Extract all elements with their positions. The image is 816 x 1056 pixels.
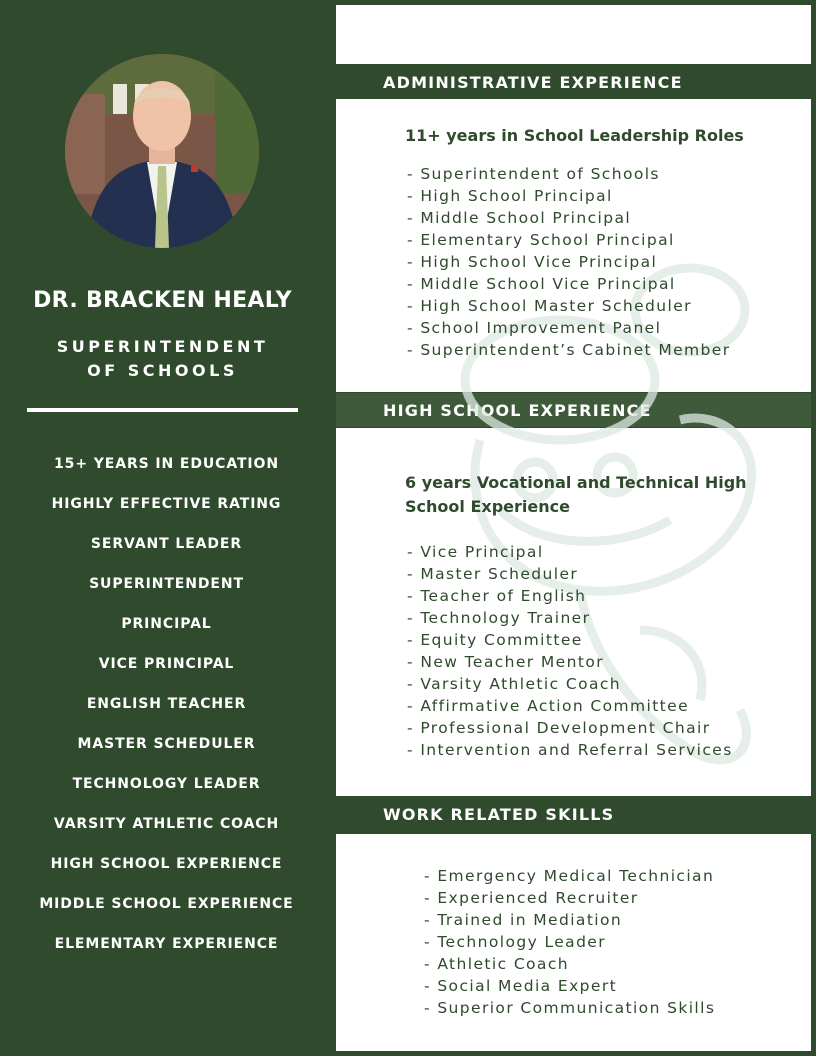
highschool-subheading-line2: School Experience (405, 497, 570, 516)
highlight-item: ELEMENTARY EXPERIENCE (54, 936, 279, 952)
highlight-item: VARSITY ATHLETIC COACH (53, 816, 280, 832)
highlight-item: HIGH SCHOOL EXPERIENCE (50, 856, 283, 872)
list-item: - Intervention and Referral Services (407, 741, 733, 759)
list-item: - Master Scheduler (407, 565, 579, 583)
list-item: - Emergency Medical Technician (424, 867, 715, 885)
list-item: - New Teacher Mentor (407, 653, 604, 671)
highlights-list (0, 452, 333, 972)
list-item: - Teacher of English (407, 587, 587, 605)
highlight-item: VICE PRINCIPAL (98, 656, 235, 672)
skills-heading: WORK RELATED SKILLS (383, 805, 615, 824)
list-item: - Middle School Principal (407, 209, 632, 227)
list-item: - Varsity Athletic Coach (407, 675, 622, 693)
profile-name: DR. BRACKEN HEALY (33, 288, 292, 313)
admin-heading: ADMINISTRATIVE EXPERIENCE (383, 73, 683, 92)
highlight-item: 15+ YEARS IN EDUCATION (54, 456, 279, 472)
list-item: - Professional Development Chair (407, 719, 711, 737)
highlight-item: MASTER SCHEDULER (77, 736, 256, 752)
admin-heading-band (336, 65, 811, 99)
highlight-item: HIGHLY EFFECTIVE RATING (51, 496, 282, 512)
list-item: - Experienced Recruiter (424, 889, 639, 907)
list-item: - Superior Communication Skills (424, 999, 716, 1017)
highschool-heading: HIGH SCHOOL EXPERIENCE (383, 401, 652, 420)
admin-subheading: 11+ years in School Leadership Roles (405, 126, 744, 145)
highlight-item: MIDDLE SCHOOL EXPERIENCE (39, 896, 294, 912)
highlight-item: TECHNOLOGY LEADER (72, 776, 261, 792)
admin-roles-list (407, 163, 731, 361)
highschool-subheading (405, 471, 747, 519)
list-item: - High School Vice Principal (407, 253, 658, 271)
top-blank-panel (336, 5, 811, 64)
sidebar-divider (27, 408, 298, 412)
profile-photo (65, 54, 259, 248)
skills-list (424, 865, 715, 1019)
highschool-roles-list (407, 541, 733, 761)
list-item: - Technology Leader (424, 933, 607, 951)
list-item: - Social Media Expert (424, 977, 618, 995)
list-item: - Middle School Vice Principal (407, 275, 676, 293)
list-item: - Affirmative Action Committee (407, 697, 690, 715)
list-item: - High School Master Scheduler (407, 297, 692, 315)
highlight-item: ENGLISH TEACHER (86, 696, 247, 712)
sidebar (0, 0, 333, 1056)
profile-title-line2: OF SCHOOLS (87, 361, 238, 380)
profile-title-line1: SUPERINTENDENT (56, 337, 269, 356)
list-item: - Superintendent of Schools (407, 165, 660, 183)
profile-title (0, 335, 325, 383)
list-item: - Equity Committee (407, 631, 583, 649)
list-item: - Elementary School Principal (407, 231, 675, 249)
list-item: - Vice Principal (407, 543, 544, 561)
highlight-item: SERVANT LEADER (90, 536, 243, 552)
list-item: - Superintendent’s Cabinet Member (407, 341, 731, 359)
highlight-item: PRINCIPAL (121, 616, 212, 632)
highschool-subheading-line1: 6 years Vocational and Technical High (405, 473, 747, 492)
list-item: - Technology Trainer (407, 609, 591, 627)
list-item: - High School Principal (407, 187, 613, 205)
highlight-item: SUPERINTENDENT (89, 576, 244, 592)
list-item: - Trained in Mediation (424, 911, 623, 929)
portrait-image (65, 54, 259, 248)
list-item: - School Improvement Panel (407, 319, 662, 337)
list-item: - Athletic Coach (424, 955, 569, 973)
